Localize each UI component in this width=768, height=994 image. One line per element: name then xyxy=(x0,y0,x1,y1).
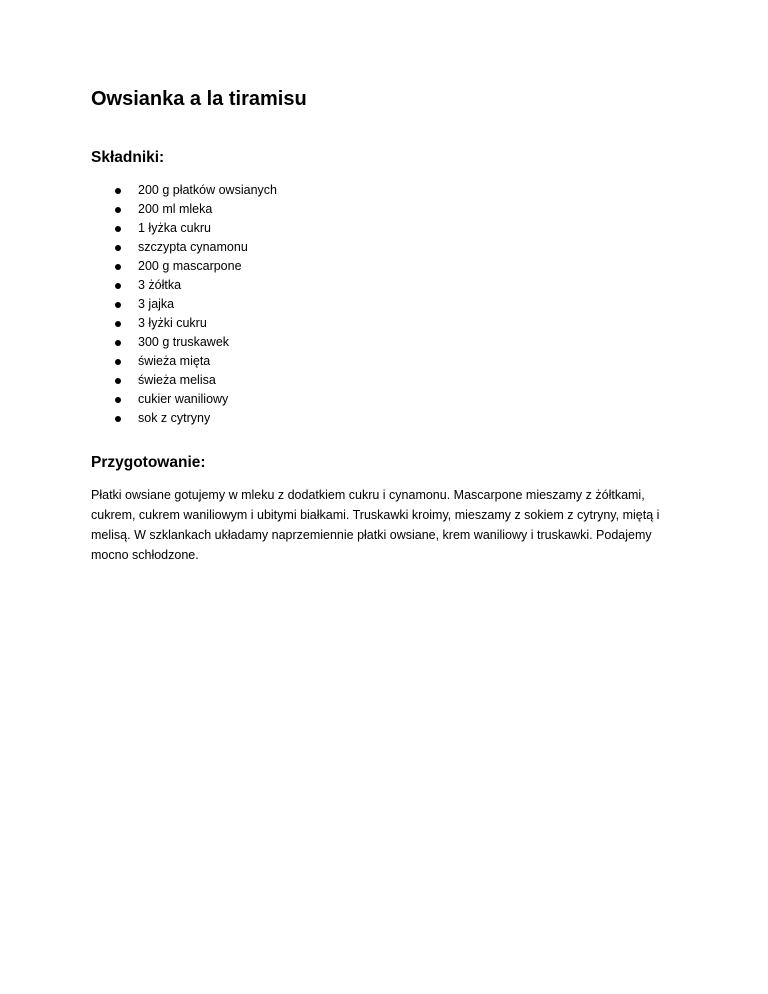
ingredient-item xyxy=(91,352,681,371)
ingredient-item xyxy=(91,409,681,428)
ingredients-heading: Składniki: xyxy=(91,149,165,166)
bullet-icon xyxy=(115,302,121,308)
ingredient-label: 3 żółtka xyxy=(138,278,182,292)
bullet-icon xyxy=(115,397,121,403)
ingredients-list xyxy=(91,181,681,428)
bullet-icon xyxy=(115,245,121,251)
ingredient-label: szczypta cynamonu xyxy=(138,240,248,254)
ingredient-item xyxy=(91,371,681,390)
ingredient-item xyxy=(91,219,681,238)
ingredient-label: sok z cytryny xyxy=(138,411,211,425)
ingredient-label: cukier waniliowy xyxy=(138,392,229,406)
ingredient-item xyxy=(91,314,681,333)
ingredient-item xyxy=(91,295,681,314)
ingredient-label: 200 g mascarpone xyxy=(138,259,242,273)
bullet-icon xyxy=(115,321,121,327)
ingredient-label: 1 łyżka cukru xyxy=(138,221,211,235)
bullet-icon xyxy=(115,264,121,270)
bullet-icon xyxy=(115,340,121,346)
ingredient-label: świeża melisa xyxy=(138,373,216,387)
ingredient-item xyxy=(91,200,681,219)
bullet-icon xyxy=(115,188,121,194)
ingredient-label: 200 ml mleka xyxy=(138,202,213,216)
bullet-icon xyxy=(115,283,121,289)
ingredient-item xyxy=(91,276,681,295)
bullet-icon xyxy=(115,226,121,232)
ingredient-label: 3 łyżki cukru xyxy=(138,316,207,330)
ingredient-label: 200 g płatków owsianych xyxy=(138,183,277,197)
ingredient-item xyxy=(91,257,681,276)
document-content xyxy=(91,86,681,565)
ingredient-item xyxy=(91,181,681,200)
bullet-icon xyxy=(115,378,121,384)
ingredient-item xyxy=(91,390,681,409)
bullet-icon xyxy=(115,416,121,422)
ingredient-item xyxy=(91,238,681,257)
preparation-heading: Przygotowanie: xyxy=(91,454,206,471)
page-title: Owsianka a la tiramisu xyxy=(91,88,307,110)
ingredient-label: świeża mięta xyxy=(138,354,211,368)
bullet-icon xyxy=(115,207,121,213)
ingredient-item xyxy=(91,333,681,352)
bullet-icon xyxy=(115,359,121,365)
ingredient-label: 300 g truskawek xyxy=(138,335,230,349)
preparation-paragraph: Płatki owsiane gotujemy w mleku z dodatkiem cukru i cynamonu. Mascarpone mieszamy z żółtkami, cukrem, cukrem waniliowym i ubitymi białkami. Truskawki kroimy, mieszamy z sokiem z cytryny, miętą i melisą. W szklankach układamy naprzemiennie płatki owsiane, krem waniliowy i truskawki. Podajemy mocno schłodzone. xyxy=(91,488,660,562)
ingredient-label: 3 jajka xyxy=(138,297,175,311)
